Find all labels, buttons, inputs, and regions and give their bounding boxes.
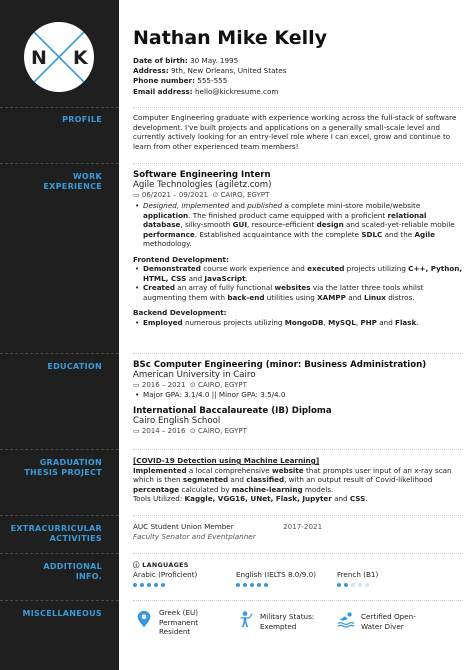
profile-section — [133, 113, 465, 151]
language-level — [337, 583, 369, 587]
extra-role: Faculty Senator and Eventplanner — [133, 531, 256, 541]
calendar-icon: ▭ — [133, 381, 140, 389]
work-intro-list — [133, 201, 465, 249]
candidate-name: Nathan Mike Kelly — [133, 27, 328, 49]
section-label-work: WORK EXPERIENCE — [43, 172, 102, 191]
level-dot — [358, 583, 362, 587]
soldier-icon — [236, 610, 254, 628]
level-dot — [264, 583, 268, 587]
frontend-label: Frontend Development: — [133, 254, 229, 264]
extra-org: AUC Student Union Member — [133, 522, 234, 531]
sidebar-divider — [0, 515, 119, 516]
job-meta — [133, 190, 465, 200]
monogram — [24, 22, 94, 92]
location-pin-icon: ⊙ — [189, 381, 196, 389]
level-dot — [344, 583, 348, 587]
level-dot — [154, 583, 158, 587]
email-link[interactable]: hello@kickresume.com — [194, 86, 279, 96]
work-section — [133, 170, 465, 327]
thesis-section — [133, 456, 465, 504]
language-item — [236, 570, 316, 589]
address-value: 9th, New Orleans, United States — [171, 66, 287, 76]
swimmer-icon — [337, 610, 355, 628]
level-dot — [351, 583, 355, 587]
job-dates: 06/2021 – 09/2021 — [141, 191, 208, 199]
education-meta: ▭ 2016 – 2021 ⊙ CAIRO, EGYPT — [133, 381, 247, 389]
list-item: • Designed, implemented and published a complete mini-store mobile/website application. The finished product came equipped with a proficient relational database, silky-smooth GUI, resource-efficient design and scaled-yet-reliable mobile performance. Established acquaintance with the complete SDLC and the Agile methodology. — [133, 201, 465, 249]
main-divider — [133, 107, 463, 108]
phone-value: 555-555 — [197, 76, 228, 86]
location-pin-icon: ⊙ — [189, 426, 196, 435]
misc-military: Military Status: Exempted — [260, 612, 315, 631]
company-name: Agile Technologies (agiletz.com) — [133, 180, 272, 190]
location-pin-icon: ⊙ — [212, 191, 219, 199]
degree-title: International Baccalaureate (IB) Diploma — [133, 405, 332, 416]
phone-label: Phone number: — [133, 76, 195, 86]
language-level — [236, 583, 268, 587]
misc-section — [133, 608, 465, 648]
level-dot — [140, 583, 144, 587]
extra-row — [133, 522, 465, 532]
language-item — [133, 570, 197, 589]
level-dot — [147, 583, 151, 587]
frontend-list — [133, 264, 465, 302]
gpa-list — [133, 390, 465, 400]
school-name: American University in Cairo — [133, 370, 256, 380]
language-level — [133, 583, 165, 587]
language-name: Arabic (Proficient) — [133, 570, 198, 580]
personal-info — [133, 56, 286, 97]
education-meta: ▭ 2014 – 2016 ⊙ CAIRO, EGYPT — [133, 426, 247, 435]
monogram-letter-left: N — [31, 47, 47, 69]
calendar-icon: ▭ — [133, 426, 140, 435]
list-item: • Created an array of fully functional websites via the latter three tools whilst augmenting them with back-end utilities using XAMPP and Linux distros. — [133, 283, 465, 302]
address-label: Address: — [133, 66, 169, 76]
language-name: French (B1) — [337, 570, 379, 580]
email-label: Email address: — [133, 86, 193, 96]
info-icon: ⓘ — [133, 561, 140, 569]
level-dot — [337, 583, 341, 587]
language-name: English (IELTS 8.0/9.0) — [236, 570, 317, 580]
section-label-education: EDUCATION — [47, 362, 102, 371]
profile-text: Computer Engineering graduate with experience working across the full-stack of software development. I've built projects and applications on a generally small-scale level and currently actively looking for an entry-level role where I can excel, grow and continue to learn from other experienced team members! — [133, 113, 457, 151]
backend-list — [133, 318, 465, 328]
location-pin-icon — [135, 610, 153, 628]
sidebar-divider — [0, 449, 119, 450]
languages-heading: ⓘ LANGUAGES — [133, 561, 189, 569]
main-divider — [133, 553, 463, 554]
degree-title: BSc Computer Engineering (minor: Business Administration) — [133, 360, 427, 370]
level-dot — [161, 583, 165, 587]
list-item: • Demonstrated course work experience and executed projects utilizing C++, Python, HTML, CSS and JavaScript. — [133, 264, 465, 283]
level-dot — [243, 583, 247, 587]
language-item — [337, 570, 378, 589]
level-dot — [257, 583, 261, 587]
languages-section — [133, 561, 465, 592]
monogram-letter-right: K — [73, 47, 88, 69]
thesis-tools: Tools Utilized: Kaggle, VGG16, UNet, Flask, Jupyter and CSS. — [133, 494, 368, 503]
thesis-text: Implemented a local comprehensive website that prompts user input of an x-ray scan which is then segmented and classified, with an output result of Covid-likelihood percentage calculated by machine-learning models. — [133, 465, 452, 494]
job-location: CAIRO, EGYPT — [220, 191, 270, 199]
extra-dates: 2017-2021 — [283, 522, 323, 531]
dob-value: 30 May. 1995 — [190, 56, 239, 65]
level-dot — [250, 583, 254, 587]
sidebar-divider — [0, 553, 119, 554]
backend-label: Backend Development: — [133, 308, 227, 317]
main-divider — [133, 449, 463, 450]
main-divider — [133, 600, 463, 601]
section-label-profile: PROFILE — [62, 115, 102, 124]
school-name: Cairo English School — [133, 415, 221, 426]
level-dot — [365, 583, 369, 587]
job-title: Software Engineering Intern — [133, 170, 271, 180]
main-divider — [133, 163, 463, 164]
misc-diver: Certified Open- Water Diver — [361, 612, 416, 631]
section-label-misc: MISCELLANEOUS — [22, 609, 102, 618]
list-item: • Major GPA: 3.1/4.0 || Minor GPA: 3.5/4.0 — [133, 390, 465, 400]
level-dot — [133, 583, 137, 587]
section-label-additional: ADDITIONAL INFO. — [43, 562, 102, 581]
section-label-thesis: GRADUATION THESIS PROJECT — [24, 458, 102, 477]
section-label-extracurricular: EXTRACURRICULAR ACTIVITIES — [10, 524, 102, 543]
main-divider — [133, 515, 463, 516]
misc-residency: Greek (EU) Permanent Resident — [159, 608, 199, 636]
level-dot — [236, 583, 240, 587]
sidebar-divider — [0, 107, 119, 108]
thesis-title: [COVID-19 Detection using Machine Learning] — [133, 456, 320, 465]
sidebar-divider — [0, 600, 119, 601]
education-section — [133, 360, 465, 436]
sidebar-divider — [0, 353, 119, 354]
languages-row — [133, 570, 465, 592]
calendar-icon: ▭ — [133, 191, 140, 199]
dob-label: Date of birth: — [133, 56, 188, 65]
sidebar-divider — [0, 163, 119, 164]
main-divider — [133, 353, 463, 354]
list-item: • Employed numerous projects utilizing MongoDB, MySQL, PHP and Flask. — [133, 318, 465, 328]
extracurricular-section — [133, 522, 465, 541]
